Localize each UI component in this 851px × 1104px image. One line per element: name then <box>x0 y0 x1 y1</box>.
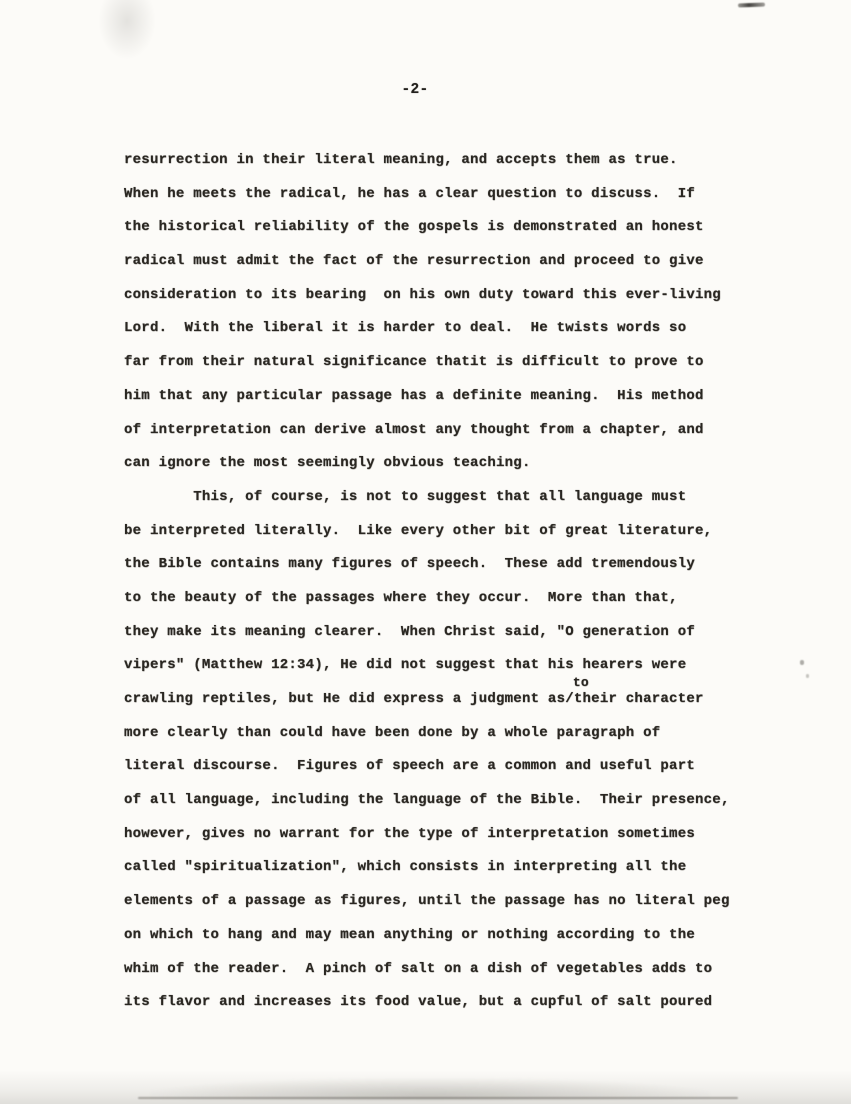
text-line: the historical reliability of the gospels is demonstrated an honest <box>124 219 704 236</box>
page-number: -2- <box>401 82 429 98</box>
text-line: they make its meaning clearer. When Christ said, "O generation of <box>124 623 695 640</box>
text-line: to the beauty of the passages where they occur. More than that, <box>124 589 678 606</box>
text-line: can ignore the most seemingly obvious teaching. <box>124 455 531 472</box>
scan-smudge <box>98 0 156 60</box>
text-line: resurrection in their literal meaning, and accepts them as true. <box>124 152 678 168</box>
text-line: far from their natural significance thatit is difficult to prove to <box>124 354 704 371</box>
text-line: more clearly than could have been done by a whole paragraph of <box>124 724 661 741</box>
text-line: the Bible contains many figures of speech. These add tremendously <box>124 556 695 573</box>
document-body <box>124 144 764 1020</box>
ink-speck <box>800 660 804 665</box>
text-line: called "spiritualization", which consists in interpreting all the <box>124 859 687 876</box>
text-line: its flavor and increases its food value, but a cupful of salt poured <box>124 994 713 1011</box>
text-line: be interpreted literally. Like every other bit of great literature, <box>124 522 713 539</box>
scan-bottom-smear <box>150 1078 710 1100</box>
text-line: whim of the reader. A pinch of salt on a dish of vegetables adds to <box>124 960 713 977</box>
text-line: When he meets the radical, he has a clear question to discuss. If <box>124 185 695 202</box>
text-line: elements of a passage as figures, until the passage has no literal peg <box>124 893 730 910</box>
text-line: consideration to its bearing on his own duty toward this ever-living <box>124 286 721 303</box>
text-line: Lord. With the liberal it is harder to deal. He twists words so <box>124 320 687 337</box>
text-line: This, of course, is not to suggest that all language must <box>124 488 687 505</box>
text-line: vipers" (Matthew 12:34), He did not suggest that his hearers were <box>124 657 687 674</box>
scan-bottom-shadow <box>0 1070 851 1104</box>
text-line: him that any particular passage has a definite meaning. His method <box>124 387 704 404</box>
text-segment: their character <box>573 691 704 707</box>
text-line: however, gives no warrant for the type of interpretation sometimes <box>124 825 695 842</box>
text-line: of interpretation can derive almost any thought from a chapter, and <box>124 421 704 438</box>
text-line-with-insertion <box>124 675 764 717</box>
text-line: literal discourse. Figures of speech are a common and useful part <box>124 758 695 775</box>
text-line: of all language, including the language of the Bible. Their presence, <box>124 792 730 809</box>
pencil-mark <box>738 3 765 8</box>
text-line: on which to hang and may mean anything or nothing according to the <box>124 926 695 943</box>
scan-bottom-edge-line <box>138 1097 738 1099</box>
insertion-anchor <box>572 675 704 707</box>
text-segment: crawling reptiles, but He did express a judgment as/ <box>124 691 574 707</box>
typed-insertion: to <box>572 675 589 690</box>
text-line: radical must admit the fact of the resurrection and proceed to give <box>124 253 704 270</box>
ink-speck <box>806 674 809 678</box>
